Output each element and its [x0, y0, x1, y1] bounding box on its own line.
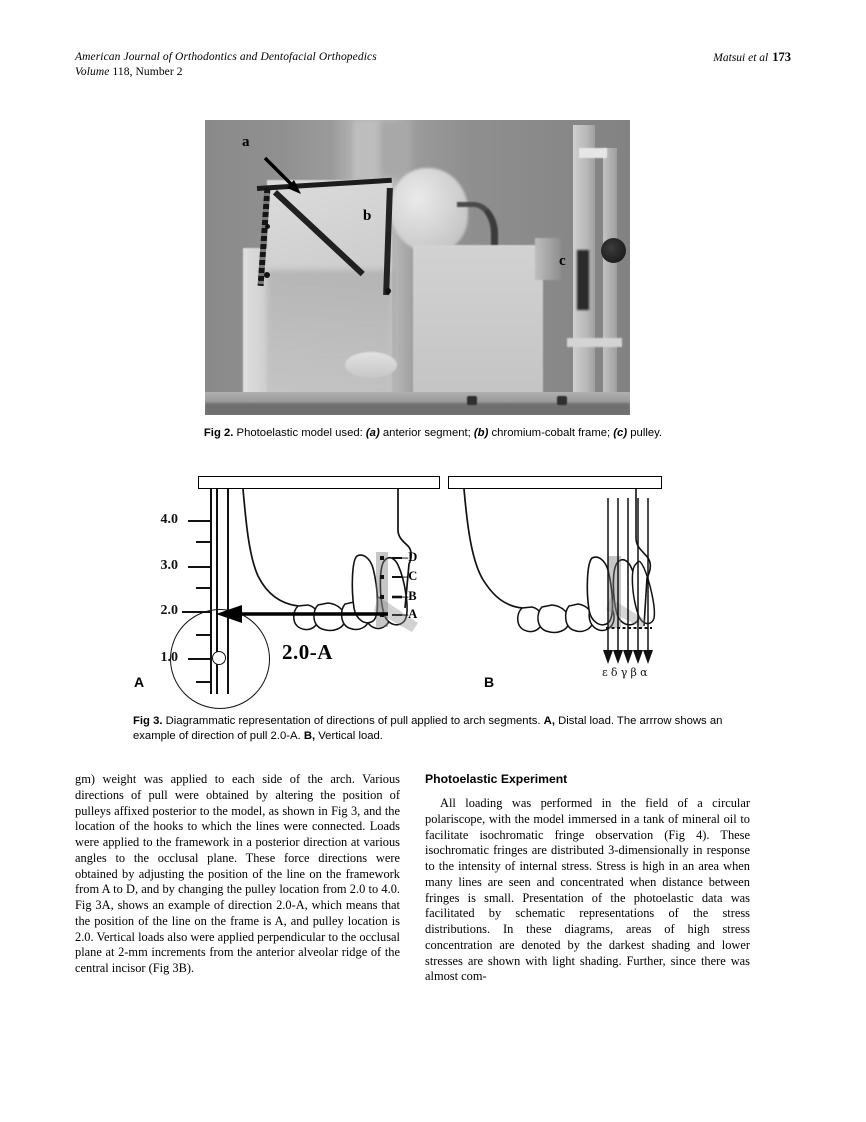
figure-2-text-b: chromium-cobalt frame;	[488, 427, 614, 439]
panel-b-greek-labels	[602, 666, 651, 679]
left-column-paragraph: gm) weight was applied to each side of the arch. Various directions of pull were obtained by altering the position of pulleys affixed posterior to the model, as shown in Fig 3, and the location of the hooks to which the lines were connected. Loads were applied to the framework in a posterior direction at various angles to the occlusal plane. These force directions were obtained by adjusting the position of the line on the framework from A to D, and by changing the pulley location from 2.0 to 4.0. Fig 3A, shows an example of direction 2.0-A, which means that the position of the line on the frame is A, and pulley location is 2.0. Vertical loads also were applied perpendicular to the occlusal plane at 2-mm increments from the anterior alveolar ridge of the central incisor (Fig 3B).	[75, 772, 400, 975]
photo-pulley-wheel	[601, 238, 626, 263]
figure-2-image	[205, 120, 630, 415]
figure-2-text-c: pulley.	[627, 427, 663, 439]
figure-3-panel-b	[440, 468, 740, 696]
figure-2-text-a: anterior segment;	[379, 427, 474, 439]
figure-3-marker-a: A,	[543, 715, 555, 727]
greek-epsilon: ε	[602, 666, 611, 679]
photo-label-a: a	[242, 134, 250, 150]
figure-3-label: Fig 3.	[133, 715, 163, 727]
figure-3-text-a: Distal load. The arrrow shows an example of direction of pull 2.0-A.	[133, 715, 723, 742]
greek-beta: β	[630, 666, 641, 679]
panel-b-letter: B	[484, 674, 495, 690]
figure-3-marker-b: B,	[303, 729, 316, 742]
photo-top-bracket	[579, 148, 607, 158]
photo-background-block-2	[380, 120, 408, 178]
photo-speck	[385, 288, 391, 294]
hook-a-text: A	[408, 607, 418, 621]
panel-a-scale-label-2-0: 2.0	[160, 603, 178, 618]
greek-alpha: α	[640, 666, 651, 679]
photo-support-post-2	[603, 148, 617, 410]
volume-number: 118, Number 2	[112, 66, 183, 78]
photo-speck	[265, 224, 270, 229]
photo-speck	[264, 272, 270, 278]
panel-a-letter: A	[134, 674, 145, 690]
photo-model-shadow	[267, 270, 392, 410]
greek-gamma: γ	[620, 666, 631, 679]
panel-a-hook-label-a: –A	[402, 607, 418, 621]
figure-2-caption-lead: Photoelastic model used:	[233, 427, 366, 439]
photo-pulley-arm	[535, 238, 561, 280]
photo-base-fastener	[557, 396, 567, 405]
running-head-right	[713, 50, 791, 66]
panel-a-arch-drawing	[130, 468, 430, 696]
panel-b-arch-drawing	[440, 468, 740, 696]
body-column-right	[425, 772, 750, 985]
photoelastic-model-photograph	[205, 120, 630, 415]
photo-base-shadow	[205, 403, 630, 415]
panel-a-hook-label-d: –D	[402, 550, 418, 564]
running-head	[75, 50, 791, 84]
body-column-left	[75, 772, 400, 977]
hook-b-text: B	[408, 589, 417, 603]
figure-2-caption	[75, 426, 791, 441]
panel-a-hook-label-c: –C	[402, 569, 418, 583]
photo-label-b: b	[363, 208, 372, 224]
photo-cylinder	[345, 352, 397, 378]
figure-2-marker-b: (b)	[473, 427, 489, 439]
photo-left-post	[243, 248, 269, 398]
figure-3-caption-lead: Diagrammatic representation of directions of pull applied to arch segments.	[162, 715, 544, 727]
photo-label-c: c	[559, 253, 566, 269]
figure-2-label: Fig 2.	[203, 427, 234, 439]
journal-volume-line	[75, 65, 377, 80]
journal-title	[75, 50, 377, 80]
figure-2-marker-a: (a)	[365, 427, 380, 439]
figure-3-text-b: Vertical load.	[315, 729, 383, 742]
journal-title-line1: American Journal of Orthodontics and Dentofacial Orthopedics	[75, 51, 377, 63]
photo-lower-bracket	[567, 338, 622, 347]
figure-3-image	[130, 468, 740, 696]
photo-base-fastener	[467, 396, 477, 405]
section-heading-photoelastic-experiment: Photoelastic Experiment	[425, 772, 568, 786]
panel-a-scale-label-3-0: 3.0	[160, 558, 178, 573]
photo-pulley-shadow	[577, 250, 589, 310]
hook-d-text: D	[408, 550, 418, 564]
panel-a-hook-label-b: –B	[402, 589, 417, 603]
volume-word: Volume	[75, 66, 110, 78]
figure-3-caption	[133, 714, 763, 743]
page-number: 173	[772, 50, 791, 64]
figure-2-marker-c: (c)	[613, 427, 628, 439]
greek-delta: δ	[610, 666, 621, 679]
panel-a-scale-label-4-0: 4.0	[160, 512, 178, 527]
right-column-paragraph: All loading was performed in the field of a circular polariscope, with the model immersed in a tank of mineral oil to facilitate isochromatic fringe observation (Fig 4). These isochromatic fringes are distributed 3-dimensionally in response to the intensity of internal stress. Stress is high in an area when many lines are seen and concentrated when distance between fringes is small. Presentation of the photoelastic data was facilitated by schematic representations of the stress distributions. In these diagrams, areas of high stress concentration are denoted by the darkest shading and lower stresses are shown with light shading. Further, since there was almost com-	[425, 796, 750, 984]
figure-3-panel-a	[130, 468, 430, 696]
panel-a-direction-title: 2.0-A	[282, 640, 333, 664]
photo-pointer-arrow	[263, 156, 305, 194]
panel-a-scale-label-1-0: 1.0	[160, 650, 178, 665]
hook-c-text: C	[408, 569, 418, 583]
photo-right-block	[413, 245, 543, 410]
authors-citation: Matsui et al	[713, 52, 769, 64]
